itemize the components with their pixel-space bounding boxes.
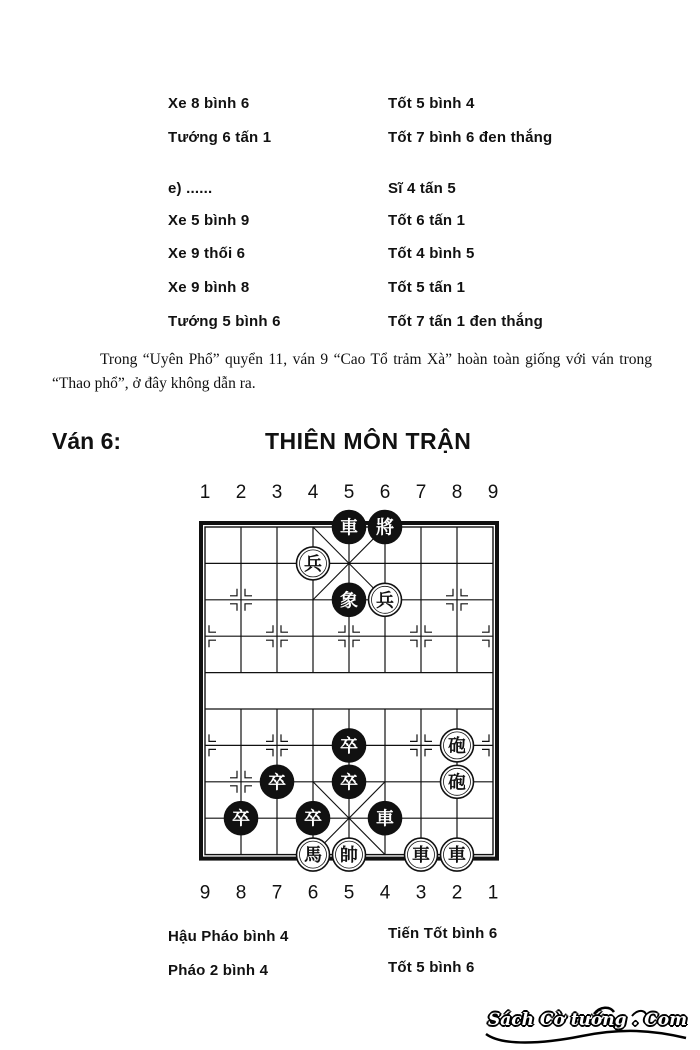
game-label: Ván 6: [52, 428, 122, 454]
file-number-bottom: 1 [487, 882, 499, 904]
file-number-top: 7 [415, 482, 427, 503]
file-number-top: 5 [343, 482, 355, 503]
piece-glyph: 車 [448, 845, 466, 867]
file-number-top: 2 [235, 482, 247, 503]
move-red: Xe 5 bình 9 [168, 212, 250, 229]
move-black: Tốt 5 bình 4 [388, 95, 475, 112]
file-number-top: 6 [379, 482, 391, 503]
piece-glyph: 卒 [304, 808, 322, 830]
watermark-logo [482, 1004, 690, 1044]
move-red: Tướng 5 bình 6 [168, 313, 281, 330]
file-number-bottom: 9 [199, 882, 211, 904]
piece-glyph: 車 [340, 517, 358, 539]
move-red: Pháo 2 bình 4 [168, 962, 269, 979]
file-number-bottom: 2 [451, 882, 463, 904]
file-number-top: 4 [307, 482, 319, 503]
move-black: Sĩ 4 tấn 5 [388, 180, 456, 197]
file-number-bottom: 4 [379, 882, 391, 904]
game-title: THIÊN MÔN TRẬN [265, 428, 472, 454]
move-black: Tốt 5 tấn 1 [388, 279, 466, 296]
piece-glyph: 卒 [340, 735, 358, 757]
file-number-bottom: 7 [271, 882, 283, 904]
piece-glyph: 砲 [448, 772, 466, 794]
move-black: Tốt 6 tấn 1 [388, 212, 466, 229]
move-red: Xe 9 bình 8 [168, 279, 250, 296]
xiangqi-board [0, 470, 700, 920]
move-red: e) ...... [168, 180, 213, 197]
move-black: Tốt 4 bình 5 [388, 245, 475, 262]
piece-glyph: 卒 [232, 808, 250, 830]
move-black: Tốt 7 tấn 1 đen thắng [388, 313, 544, 330]
note-text: Trong “Uyên Phổ” quyển 11, ván 9 “Cao Tổ trảm Xà” hoàn toàn giống với ván trong “Thao phổ”, ở đây không dẫn ra. [52, 351, 652, 392]
file-number-top: 1 [199, 482, 211, 503]
file-number-top: 3 [271, 482, 283, 503]
move-black: Tốt 5 bình 6 [388, 959, 475, 976]
move-red: Hậu Pháo bình 4 [168, 928, 289, 945]
file-number-top: 9 [487, 482, 499, 503]
piece-glyph: 象 [340, 590, 358, 612]
move-red: Xe 9 thối 6 [168, 245, 246, 262]
piece-glyph: 砲 [448, 735, 466, 757]
piece-glyph: 帥 [340, 845, 358, 867]
piece-glyph: 車 [412, 845, 430, 867]
move-black: Tốt 7 bình 6 đen thắng [388, 129, 553, 146]
file-number-bottom: 8 [235, 882, 247, 904]
piece-glyph: 卒 [340, 772, 358, 794]
piece-glyph: 卒 [268, 772, 286, 794]
watermark-text: Sách Cờ tướng . Com [488, 1010, 688, 1030]
file-number-bottom: 3 [415, 882, 427, 904]
note-paragraph [52, 348, 652, 396]
piece-glyph: 將 [376, 517, 394, 539]
piece-glyph: 兵 [376, 590, 394, 612]
file-number-bottom: 6 [307, 882, 319, 904]
piece-glyph: 兵 [304, 553, 322, 575]
piece-glyph: 車 [376, 808, 394, 830]
file-number-top: 8 [451, 482, 463, 503]
move-red: Tướng 6 tấn 1 [168, 129, 272, 146]
file-number-bottom: 5 [343, 882, 355, 904]
move-black: Tiến Tốt bình 6 [388, 925, 498, 942]
move-red: Xe 8 bình 6 [168, 95, 250, 112]
piece-glyph: 馬 [304, 845, 322, 867]
